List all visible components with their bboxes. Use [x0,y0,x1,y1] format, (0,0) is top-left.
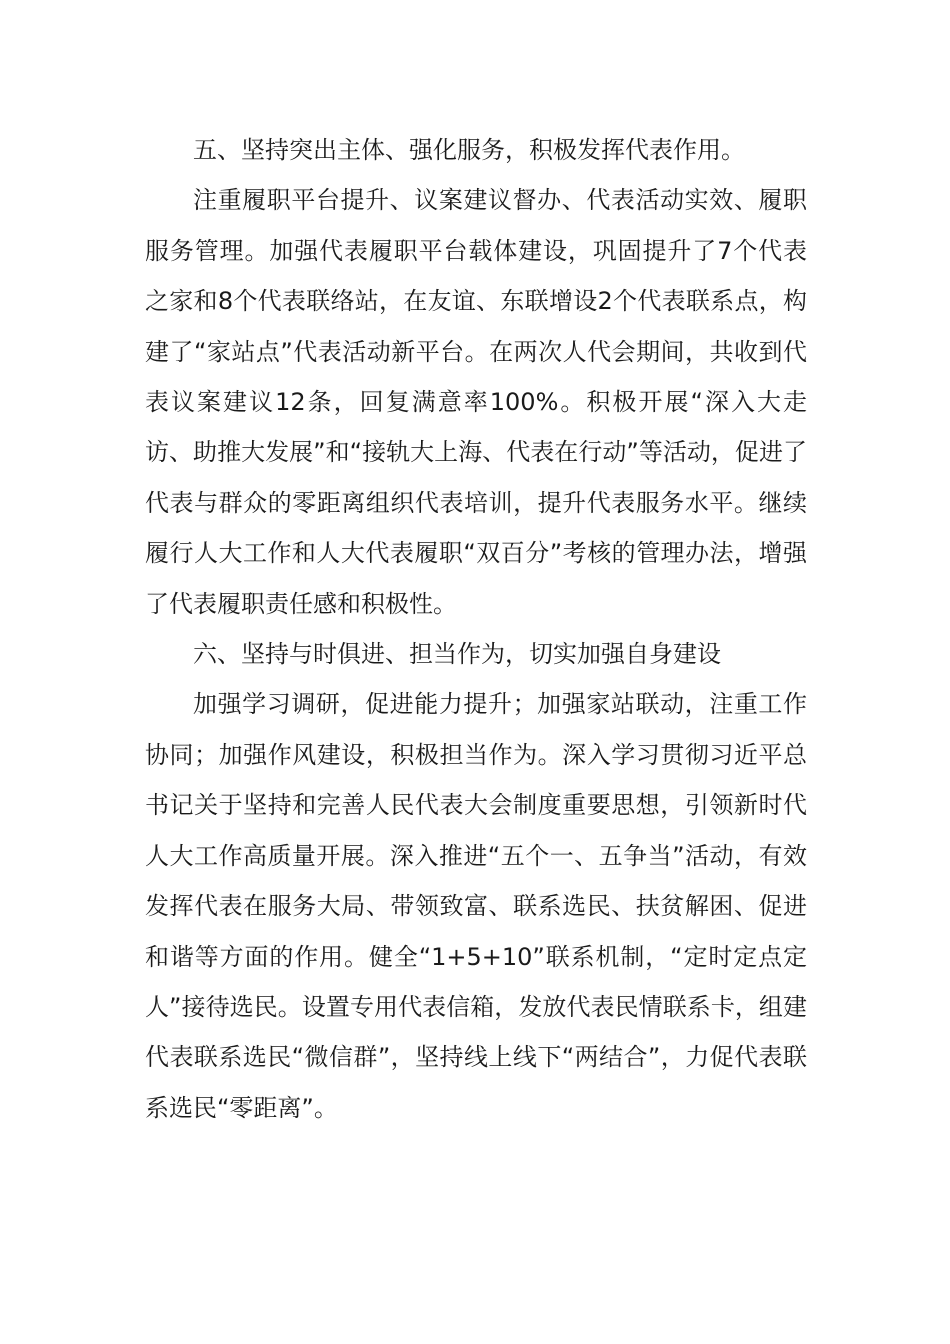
section-body-five: 注重履职平台提升、议案建议督办、代表活动实效、履职服务管理。加强代表履职平台载体建设，巩固提升了7个代表之家和8个代表联络站，在友谊、东联增设2个代表联系点，构建了“家站点”代表活动新平台。在两次人代会期间，共收到代表议案建议12条，回复满意率100%。积极开展“深入大走访、助推大发展”和“接轨大上海、代表在行动”等活动，促进了代表与群众的零距离组织代表培训，提升代表服务水平。继续履行人大工作和人大代表履职“双百分”考核的管理办法，增强了代表履职责任感和积极性。 [145,186,807,618]
section-body-six: 加强学习调研，促进能力提升；加强家站联动，注重工作协同；加强作风建设，积极担当作为。深入学习贯彻习近平总书记关于坚持和完善人民代表大会制度重要思想，引领新时代人大工作高质量开展。深入推进“五个一、五争当”活动，有效发挥代表在服务大局、带领致富、联系选民、扶贫解困、促进和谐等方面的作用。健全“1+5+10”联系机制，“定时定点定人”接待选民。设置专用代表信箱，发放代表民情联系卡，组建代表联系选民“微信群”，坚持线上线下“两结合”，力促代表联系选民“零距离”。 [145,690,807,1122]
section-heading-five: 五、坚持突出主体、强化服务，积极发挥代表作用。 [193,136,745,164]
document-body [145,125,807,1133]
section-heading-six: 六、坚持与时俱进、担当作为，切实加强自身建设 [193,640,721,669]
